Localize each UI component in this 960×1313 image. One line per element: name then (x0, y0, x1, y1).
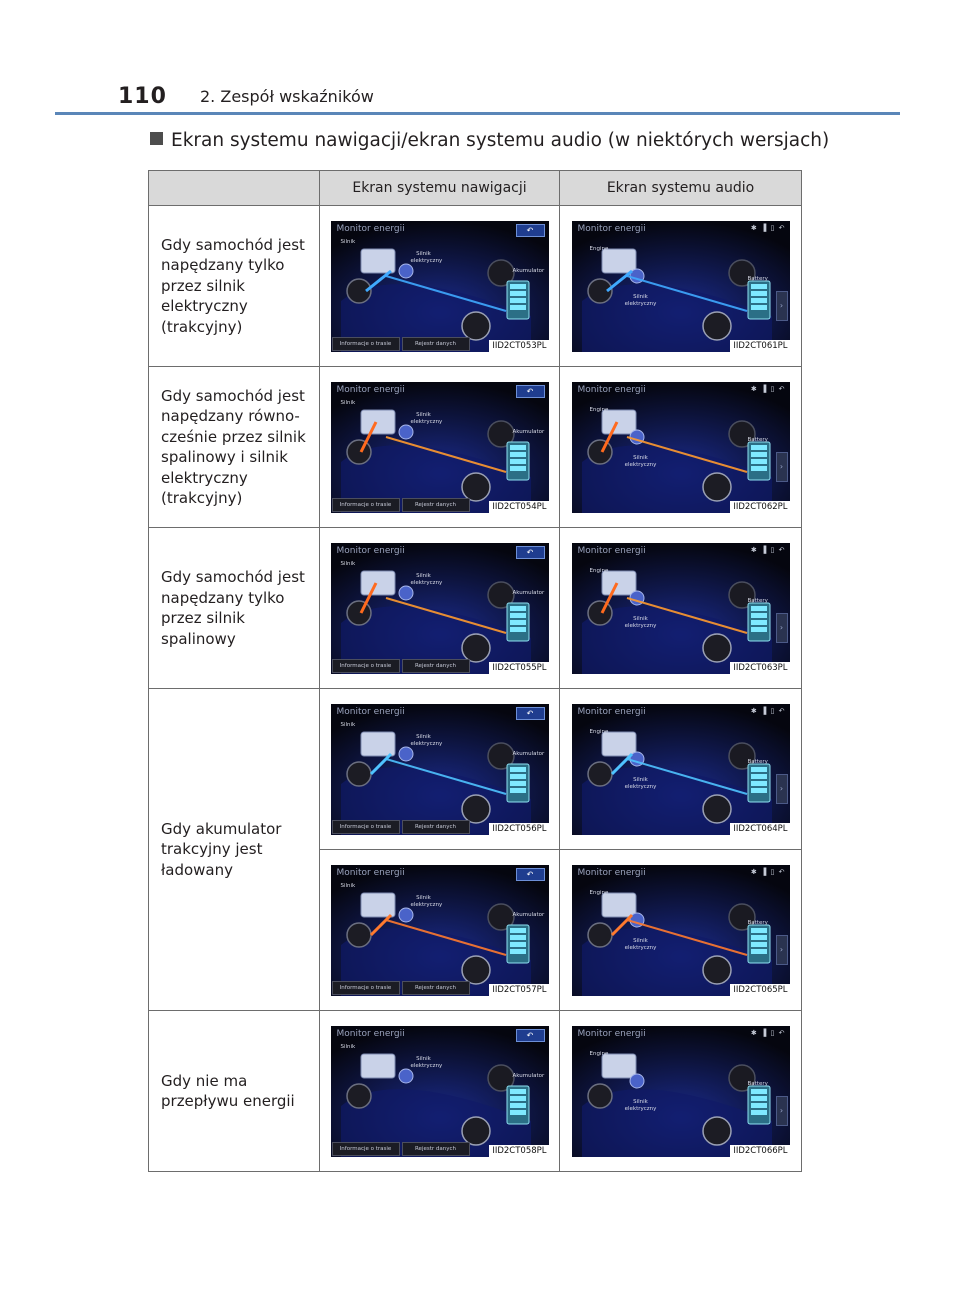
audio-energy-screenshot (572, 382, 790, 513)
wheel-icon (703, 473, 731, 501)
wheel-icon (703, 1117, 731, 1145)
next-page-arrow-icon[interactable]: › (776, 1096, 788, 1126)
image-code: IID2CT054PL (489, 501, 548, 513)
engine-block-icon (361, 249, 395, 273)
wheel-icon (588, 1084, 612, 1108)
motor-icon (399, 264, 413, 278)
audio-energy-screenshot (572, 221, 790, 352)
engine-label: Silnik (340, 721, 356, 728)
table-header-empty (149, 171, 320, 206)
table-row (149, 206, 802, 367)
wheel-icon (588, 923, 612, 947)
screen-title: Monitor energii (577, 706, 646, 717)
engine-block-icon (361, 1054, 395, 1078)
row-label-cell (149, 689, 320, 1011)
battery-icon (748, 442, 770, 480)
page-header (118, 84, 900, 112)
motor-label: Silnik elektryczny (624, 1098, 657, 1112)
engine-block-icon (602, 410, 636, 434)
image-code: IID2CT066PL (730, 1145, 789, 1157)
nav-screen-cell (320, 206, 560, 367)
image-code: IID2CT055PL (489, 662, 548, 674)
motor-icon (399, 908, 413, 922)
battery-icon (507, 281, 529, 319)
image-code: IID2CT056PL (489, 823, 548, 835)
trip-info-button[interactable]: Informacje o trasie (332, 820, 400, 834)
engine-block-icon (602, 1054, 636, 1078)
image-code: IID2CT062PL (730, 501, 789, 513)
wheel-icon (703, 634, 731, 662)
battery-label: Akumulator (512, 589, 545, 596)
battery-label: Battery (747, 1080, 768, 1087)
car-scene (572, 543, 790, 674)
chapter-title: 2. Zespół wskaźników (200, 87, 374, 106)
back-button[interactable]: ↶ (516, 1029, 545, 1042)
battery-icon (748, 281, 770, 319)
motor-label: Silnik elektryczny (410, 894, 443, 908)
wheel-icon (588, 440, 612, 464)
row-label-cell (149, 206, 320, 367)
engine-block-icon (602, 571, 636, 595)
motor-icon (399, 747, 413, 761)
battery-label: Akumulator (512, 911, 545, 918)
data-log-button[interactable]: Rejestr danych (402, 981, 470, 995)
car-scene (331, 1026, 549, 1157)
nav-energy-screenshot (331, 1026, 549, 1157)
nav-energy-screenshot (331, 221, 549, 352)
audio-screen-cell (560, 1011, 802, 1172)
motor-label: Silnik elektryczny (410, 1055, 443, 1069)
nav-screen-cell (320, 689, 560, 850)
motor-label: Silnik elektryczny (410, 572, 443, 586)
table-row (149, 367, 802, 528)
wheel-icon (588, 601, 612, 625)
wheel-icon (588, 762, 612, 786)
image-code: IID2CT058PL (489, 1145, 548, 1157)
nav-energy-screenshot (331, 543, 549, 674)
audio-screen-cell (560, 528, 802, 689)
screen-title: Monitor energii (336, 1028, 405, 1039)
audio-energy-screenshot (572, 704, 790, 835)
audio-energy-screenshot (572, 1026, 790, 1157)
engine-label: Engine (589, 889, 609, 896)
image-code: IID2CT057PL (489, 984, 548, 996)
back-button[interactable]: ↶ (516, 707, 545, 720)
nav-energy-screenshot (331, 382, 549, 513)
engine-block-icon (361, 732, 395, 756)
nav-screen-cell (320, 528, 560, 689)
status-icons: ✱ ▐ ▯ ↶ (750, 1028, 786, 1037)
status-icons: ✱ ▐ ▯ ↶ (750, 384, 786, 393)
car-scene (331, 543, 549, 674)
screen-title: Monitor energii (336, 545, 405, 556)
screen-title: Monitor energii (577, 1028, 646, 1039)
row-label: Gdy akumulator trakcyjny jest ładowany (161, 819, 282, 879)
data-log-button[interactable]: Rejestr danych (402, 659, 470, 673)
motor-label: Silnik elektryczny (410, 733, 443, 747)
image-code: IID2CT063PL (730, 662, 789, 674)
nav-energy-screenshot (331, 704, 549, 835)
car-scene (572, 382, 790, 513)
motor-icon (399, 425, 413, 439)
trip-info-button[interactable]: Informacje o trasie (332, 337, 400, 351)
data-log-button[interactable]: Rejestr danych (402, 498, 470, 512)
engine-block-icon (361, 410, 395, 434)
table-row (149, 1011, 802, 1172)
battery-label: Akumulator (512, 267, 545, 274)
data-log-button[interactable]: Rejestr danych (402, 1142, 470, 1156)
screen-nav-buttons (331, 336, 471, 352)
motor-label: Silnik elektryczny (624, 454, 657, 468)
image-code: IID2CT064PL (730, 823, 789, 835)
row-label-cell (149, 528, 320, 689)
screen-title: Monitor energii (336, 223, 405, 234)
screen-nav-buttons (331, 497, 471, 513)
row-label: Gdy nie ma przepływu energii (161, 1071, 295, 1110)
engine-label: Engine (589, 1050, 609, 1057)
battery-icon (748, 603, 770, 641)
nav-energy-screenshot (331, 865, 549, 996)
battery-icon (507, 764, 529, 802)
engine-label: Silnik (340, 560, 356, 567)
back-button[interactable]: ↶ (516, 546, 545, 559)
trip-info-button[interactable]: Informacje o trasie (332, 659, 400, 673)
next-page-arrow-icon[interactable]: › (776, 935, 788, 965)
wheel-icon (347, 440, 371, 464)
wheel-icon (347, 601, 371, 625)
data-log-button[interactable]: Rejestr danych (402, 337, 470, 351)
next-page-arrow-icon[interactable]: › (776, 452, 788, 482)
engine-block-icon (361, 893, 395, 917)
image-code: IID2CT061PL (730, 340, 789, 352)
engine-label: Silnik (340, 238, 356, 245)
motor-label: Silnik elektryczny (410, 250, 443, 264)
trip-info-button[interactable]: Informacje o trasie (332, 981, 400, 995)
engine-label: Silnik (340, 882, 356, 889)
nav-screen-cell (320, 850, 560, 1011)
table-header-nav: Ekran systemu nawigacji (320, 171, 560, 206)
trip-info-button[interactable]: Informacje o trasie (332, 1142, 400, 1156)
next-page-arrow-icon[interactable]: › (776, 774, 788, 804)
row-label: Gdy samochód jest napędzany równo-cześnie przez silnik spalinowy i silnik elektryczny (trakcyjny) (161, 386, 306, 507)
table-header-row (149, 171, 802, 206)
screen-nav-buttons (331, 980, 471, 996)
battery-label: Battery (747, 758, 768, 765)
screen-title: Monitor energii (336, 867, 405, 878)
battery-icon (507, 925, 529, 963)
motor-icon (399, 1069, 413, 1083)
row-label-cell (149, 1011, 320, 1172)
table-header-audio: Ekran systemu audio (560, 171, 802, 206)
screen-title: Monitor energii (577, 867, 646, 878)
table-row (149, 689, 802, 850)
back-button[interactable]: ↶ (516, 385, 545, 398)
energy-monitor-table (148, 170, 802, 1172)
wheel-icon (347, 1084, 371, 1108)
battery-icon (748, 764, 770, 802)
battery-label: Battery (747, 275, 768, 282)
trip-info-button[interactable]: Informacje o trasie (332, 498, 400, 512)
screen-title: Monitor energii (577, 384, 646, 395)
screen-nav-buttons (331, 658, 471, 674)
battery-icon (507, 442, 529, 480)
nav-screen-cell (320, 367, 560, 528)
motor-label: Silnik elektryczny (410, 411, 443, 425)
row-label: Gdy samochód jest napędzany tylko przez silnik spalinowy (161, 568, 305, 648)
screen-title: Monitor energii (336, 384, 405, 395)
screen-title: Monitor energii (577, 545, 646, 556)
battery-label: Akumulator (512, 428, 545, 435)
table-row (149, 528, 802, 689)
motor-icon (630, 1074, 644, 1088)
motor-label: Silnik elektryczny (624, 937, 657, 951)
section-heading (150, 130, 829, 151)
data-log-button[interactable]: Rejestr danych (402, 820, 470, 834)
wheel-icon (703, 956, 731, 984)
screen-title: Monitor energii (577, 223, 646, 234)
status-icons: ✱ ▐ ▯ ↶ (750, 867, 786, 876)
engine-label: Silnik (340, 399, 356, 406)
engine-label: Engine (589, 728, 609, 735)
car-scene (572, 865, 790, 996)
battery-label: Akumulator (512, 750, 545, 757)
car-scene (572, 1026, 790, 1157)
back-button[interactable]: ↶ (516, 868, 545, 881)
screen-nav-buttons (331, 1141, 471, 1157)
engine-block-icon (361, 571, 395, 595)
next-page-arrow-icon[interactable]: › (776, 291, 788, 321)
wheel-icon (703, 312, 731, 340)
motor-label: Silnik elektryczny (624, 293, 657, 307)
image-code: IID2CT065PL (730, 984, 789, 996)
battery-label: Battery (747, 597, 768, 604)
header-rule (55, 112, 900, 115)
motor-label: Silnik elektryczny (624, 615, 657, 629)
battery-icon (507, 1086, 529, 1124)
engine-label: Engine (589, 567, 609, 574)
motor-label: Silnik elektryczny (624, 776, 657, 790)
battery-label: Battery (747, 919, 768, 926)
engine-block-icon (602, 732, 636, 756)
engine-label: Silnik (340, 1043, 356, 1050)
wheel-icon (347, 762, 371, 786)
battery-label: Akumulator (512, 1072, 545, 1079)
screen-nav-buttons (331, 819, 471, 835)
engine-block-icon (602, 893, 636, 917)
page-number: 110 (118, 84, 167, 109)
audio-screen-cell (560, 206, 802, 367)
motor-icon (399, 586, 413, 600)
audio-screen-cell (560, 367, 802, 528)
audio-screen-cell (560, 689, 802, 850)
car-scene (572, 704, 790, 835)
engine-label: Engine (589, 406, 609, 413)
nav-screen-cell (320, 1011, 560, 1172)
engine-label: Engine (589, 245, 609, 252)
next-page-arrow-icon[interactable]: › (776, 613, 788, 643)
image-code: IID2CT053PL (489, 340, 548, 352)
back-button[interactable]: ↶ (516, 224, 545, 237)
row-label-cell (149, 367, 320, 528)
car-scene (331, 382, 549, 513)
car-scene (331, 221, 549, 352)
car-scene (331, 865, 549, 996)
audio-energy-screenshot (572, 865, 790, 996)
battery-icon (748, 1086, 770, 1124)
audio-screen-cell (560, 850, 802, 1011)
section-heading-text: Ekran systemu nawigacji/ekran systemu audio (w niektórych wersjach) (171, 130, 830, 151)
screen-title: Monitor energii (336, 706, 405, 717)
status-icons: ✱ ▐ ▯ ↶ (750, 545, 786, 554)
status-icons: ✱ ▐ ▯ ↶ (750, 706, 786, 715)
car-scene (331, 704, 549, 835)
battery-icon (748, 925, 770, 963)
wheel-icon (703, 795, 731, 823)
engine-block-icon (602, 249, 636, 273)
wheel-icon (347, 923, 371, 947)
status-icons: ✱ ▐ ▯ ↶ (750, 223, 786, 232)
audio-energy-screenshot (572, 543, 790, 674)
row-label: Gdy samochód jest napędzany tylko przez silnik elektryczny (trakcyjny) (161, 235, 305, 336)
battery-label: Battery (747, 436, 768, 443)
square-bullet-icon (150, 132, 163, 145)
battery-icon (507, 603, 529, 641)
car-scene (572, 221, 790, 352)
